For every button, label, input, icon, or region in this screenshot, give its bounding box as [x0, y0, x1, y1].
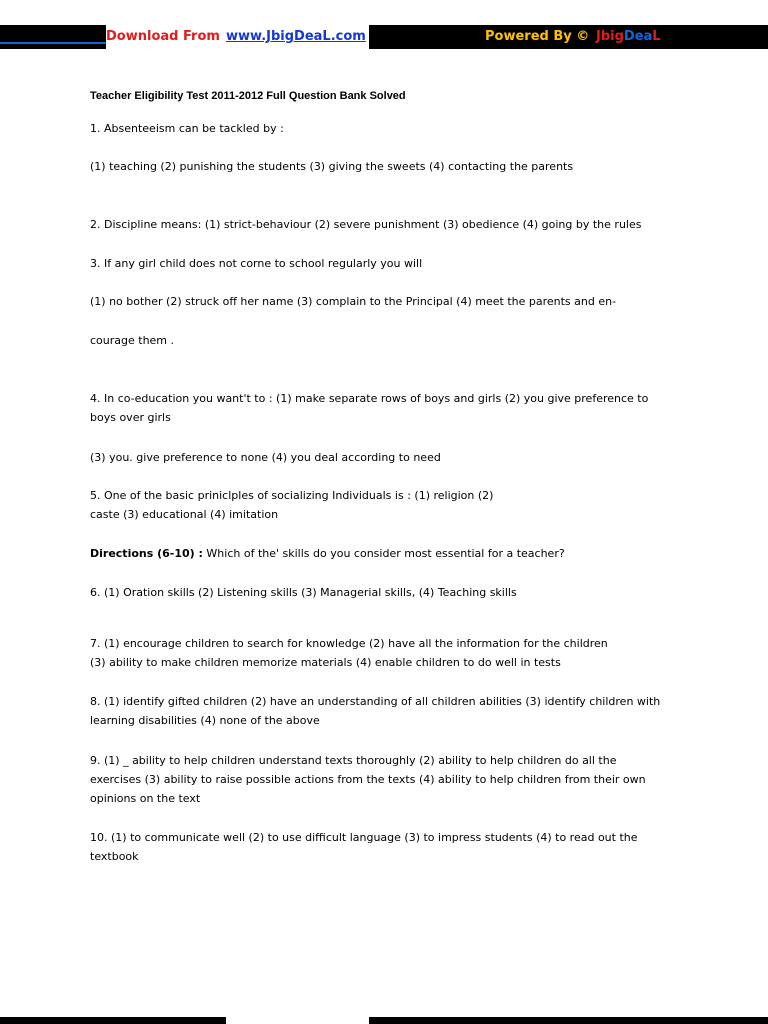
question-7: 7. (1) encourage children to search for knowledge (2) have all the information for the children: [90, 637, 608, 650]
question-2: 2. Discipline means: (1) strict-behaviour (2) severe punishment (3) obedience (4) going by the rules: [90, 218, 642, 231]
question-8-cont: learning disabilities (4) none of the above: [90, 714, 320, 727]
banner-black-left: [0, 25, 106, 49]
bottom-banner: [0, 1017, 768, 1024]
download-from-label: Download From: [106, 29, 220, 44]
question-6: 6. (1) Oration skills (2) Listening skills (3) Managerial skills, (4) Teaching skills: [90, 586, 517, 599]
bottom-banner-black-left: [0, 1017, 226, 1024]
question-10: 10. (1) to communicate well (2) to use difficult language (3) to impress students (4) to read out the: [90, 831, 638, 844]
directions: [90, 544, 680, 563]
bottom-banner-black-right: [369, 1017, 768, 1024]
question-5-options: caste (3) educational (4) imitation: [90, 508, 279, 521]
question-9: 9. (1) _ ability to help children understand texts thoroughly (2) ability to help children do all the: [90, 754, 617, 767]
question-4-options: (3) you. give preference to none (4) you deal according to need: [90, 451, 441, 464]
brand-dea: Dea: [623, 29, 653, 44]
brand-name: [596, 25, 661, 49]
directions-text: Which of the' skills do you consider most essential for a teacher?: [206, 547, 565, 560]
question-1: 1. Absenteeism can be tackled by :: [90, 122, 284, 135]
question-9-cont-2: opinions on the text: [90, 792, 201, 805]
question-7-cont: (3) ability to make children memorize materials (4) enable children to do well in tests: [90, 656, 561, 669]
question-3-options-cont: courage them .: [90, 334, 175, 347]
question-10-cont: textbook: [90, 850, 139, 863]
question-3: 3. If any girl child does not corne to school regularly you will: [90, 257, 423, 270]
question-4-cont: boys over girls: [90, 411, 171, 424]
question-4: 4. In co-education you want't to : (1) make separate rows of boys and girls (2) you give preference to: [90, 392, 649, 405]
document-title: Teacher Eligibility Test 2011-2012 Full Question Bank Solved: [90, 90, 406, 102]
directions-label: Directions (6-10) :: [90, 547, 203, 560]
question-8: 8. (1) identify gifted children (2) have an understanding of all children abilities (3) identify children with: [90, 695, 661, 708]
banner-blue-underline: [0, 42, 106, 44]
question-9-cont: exercises (3) ability to raise possible actions from the texts (4) ability to help children from their own: [90, 773, 646, 786]
top-banner: [0, 25, 768, 49]
powered-by-label: Powered By ©: [485, 29, 590, 44]
question-3-options: (1) no bother (2) struck off her name (3) complain to the Principal (4) meet the parents and en-: [90, 295, 617, 308]
question-5: 5. One of the basic priniclples of socializing Individuals is : (1) religion (2): [90, 489, 494, 502]
question-1-options: (1) teaching (2) punishing the students (3) giving the sweets (4) contacting the parents: [90, 160, 574, 173]
site-link[interactable]: www.JbigDeaL.com: [226, 25, 366, 49]
brand-l: L: [652, 29, 661, 44]
brand-jbig: Jbig: [596, 29, 624, 44]
